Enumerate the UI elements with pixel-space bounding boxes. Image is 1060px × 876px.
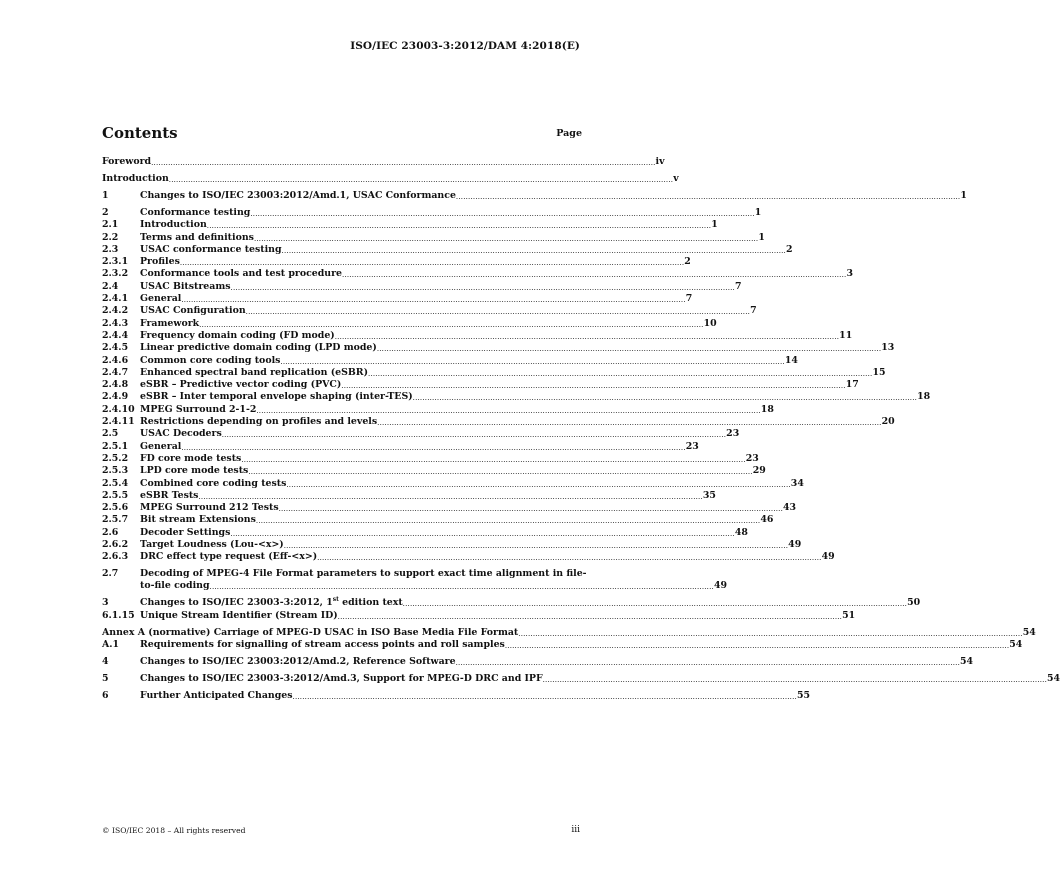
toc-entry-title: MPEG Surround 212 Tests [140, 502, 279, 514]
toc-entry-page: 2 [785, 243, 793, 255]
toc-entry-title-line2: to-file coding [140, 580, 210, 592]
toc-entry[interactable] [102, 305, 757, 317]
toc-entry-page: 23 [745, 452, 759, 464]
toc-entry[interactable] [102, 219, 718, 231]
toc-entry-page: 14 [784, 354, 798, 366]
toc-leader-dots [248, 467, 752, 477]
toc-entry-page: 1 [754, 206, 762, 218]
toc-entry-page: 54 [1047, 672, 1060, 684]
toc-entry-number: 2.2 [102, 231, 119, 243]
toc-leader-dots [151, 158, 655, 168]
toc-entry-title: Foreword [102, 156, 152, 168]
toc-leader-dots [341, 381, 845, 391]
toc-entry[interactable] [102, 268, 853, 280]
toc-leader-dots [241, 455, 745, 465]
toc-entry-title-superscript: st [332, 596, 339, 604]
toc-entry[interactable] [102, 551, 835, 563]
toc-entry[interactable] [102, 173, 679, 185]
toc-entry[interactable] [102, 538, 802, 551]
toc-entry[interactable] [102, 342, 895, 354]
toc-entry-page: 11 [839, 329, 853, 341]
toc-entry-page: 50 [907, 597, 921, 609]
toc-entry-page: 55 [796, 689, 810, 701]
toc-entry-page: 46 [760, 514, 774, 526]
toc-leader-dots [377, 418, 881, 428]
toc-entry[interactable] [102, 638, 1023, 651]
toc-entry-title: Requirements for signalling of stream access points and roll samples [140, 638, 505, 650]
toc-leader-dots [256, 516, 760, 526]
toc-entry-number: 1 [102, 190, 109, 202]
toc-entry-number: 2.4.4 [102, 329, 129, 341]
toc-entry-page: 10 [703, 317, 717, 329]
toc-entry-number: 2.4.2 [102, 305, 129, 317]
toc-entry[interactable] [102, 514, 774, 526]
toc-leader-dots [169, 175, 673, 185]
toc-entry-number: 2.4.1 [102, 293, 129, 305]
toc-entry-page: 54 [1009, 638, 1023, 650]
toc-leader-dots [317, 553, 821, 563]
toc-leader-dots [338, 612, 842, 622]
toc-entry[interactable] [102, 428, 740, 440]
toc-entry[interactable] [102, 502, 797, 514]
toc-entry-number: 2.5.1 [102, 440, 129, 452]
toc-entry-page: 54 [960, 655, 974, 667]
copyright-footer: © ISO/IEC 2018 – All rights reserved [102, 826, 246, 835]
toc-entry-page: 15 [872, 366, 886, 378]
toc-entry-page: 20 [881, 416, 895, 428]
toc-leader-dots [199, 320, 703, 330]
toc-entry-page: 18 [917, 391, 931, 403]
toc-entry-page: 54 [1022, 626, 1036, 638]
toc-leader-dots [413, 393, 917, 403]
toc-entry-number: 2.3.2 [102, 268, 129, 280]
toc-entry-page: 23 [726, 428, 740, 440]
toc-entry-page: 49 [821, 551, 835, 563]
toc-entry[interactable] [102, 626, 1036, 638]
toc-leader-dots [180, 258, 684, 268]
toc-entry[interactable] [102, 280, 742, 292]
toc-entry-title: LPD core mode tests [140, 465, 249, 477]
toc-entry-title: Annex A (normative) Carriage of MPEG-D USAC in ISO Base Media File Format [102, 626, 519, 638]
toc-entry-title: Combined core coding tests [140, 477, 287, 489]
toc-entry[interactable] [102, 190, 967, 202]
toc-entry-title-line1: Decoding of MPEG-4 File Format parameters to support exact time alignment in file- [140, 567, 587, 579]
toc-entry-number: 2.4.7 [102, 366, 129, 378]
toc-entry-number: 2.5.7 [102, 514, 129, 526]
toc-entry[interactable] [102, 609, 856, 621]
toc-leader-dots [342, 270, 846, 280]
toc-leader-dots [254, 234, 758, 244]
toc-leader-dots [377, 344, 881, 354]
toc-entry-page: 48 [734, 526, 748, 538]
toc-entry-page: v [673, 173, 679, 185]
toc-entry[interactable] [102, 354, 798, 366]
toc-entry-page: 1 [758, 231, 765, 243]
toc-entry[interactable] [102, 689, 810, 701]
toc-leader-dots [293, 692, 797, 702]
toc-entry-page: 49 [713, 580, 727, 592]
toc-leader-dots [368, 369, 872, 379]
document-id-header: ISO/IEC 23003-3:2012/DAM 4:2018(E) [350, 40, 580, 52]
toc-entry-title: USAC conformance testing [140, 243, 282, 255]
toc-entry[interactable] [102, 293, 693, 305]
toc-entry-page: 1 [711, 219, 718, 231]
toc-leader-dots [279, 504, 783, 514]
page-number: iii [571, 825, 580, 835]
toc-entry-page: 35 [702, 489, 716, 501]
toc-entry[interactable] [102, 256, 691, 268]
toc-entry[interactable] [102, 391, 931, 403]
toc-entry-page: 2 [684, 256, 691, 268]
toc-entry-number: A.1 [102, 638, 120, 650]
toc-entry-number: 2.5.6 [102, 502, 129, 514]
toc-entry-title: Bit stream Extensions [140, 514, 256, 526]
toc-entry-title: USAC Configuration [140, 305, 246, 317]
toc-entry-page: 18 [760, 403, 774, 415]
toc-leader-dots [543, 675, 1047, 685]
toc-entry-number: 2.4.11 [102, 416, 135, 428]
toc-entry-page: 7 [750, 305, 757, 317]
toc-entry-title: eSBR – Inter temporal envelope shaping (inter-TES) [140, 391, 413, 403]
toc-entry-number: 2.6.2 [102, 538, 129, 550]
toc-leader-dots [282, 246, 786, 256]
toc-entry-page: 1 [960, 190, 967, 202]
toc-entry-2-7[interactable] [102, 567, 727, 593]
toc-entry-page: 23 [685, 440, 699, 452]
toc-leader-dots [250, 209, 754, 219]
toc-entry[interactable] [102, 655, 974, 667]
toc-entry[interactable] [102, 672, 1060, 684]
toc-leader-dots [286, 480, 790, 490]
toc-entry-title: Introduction [102, 173, 169, 185]
toc-entry-page: 43 [783, 502, 797, 514]
toc-leader-dots [222, 430, 726, 440]
toc-entry[interactable] [102, 596, 921, 609]
toc-leader-dots [335, 332, 839, 342]
toc-leader-dots [505, 641, 1009, 651]
toc-entry-page: 17 [845, 379, 859, 391]
toc-entry-title: USAC Bitstreams [140, 280, 231, 292]
toc-entry-number: 2.5.3 [102, 465, 129, 477]
toc-entry-page: 3 [846, 268, 853, 280]
toc-entry-number: 2 [102, 206, 109, 218]
toc-entry-number: 2.4.10 [102, 403, 135, 415]
toc-entry-title: Changes to ISO/IEC 23003-3:2012/Amd.3, Support for MPEG-D DRC and IPF [140, 672, 543, 684]
toc-entry-number: 2.5.2 [102, 452, 129, 464]
table-of-contents [102, 156, 1060, 702]
toc-entry-title [140, 594, 403, 609]
toc-entry-page: iv [655, 156, 665, 168]
toc-entry-title: Common core coding tools [140, 354, 281, 366]
toc-entry-title: FD core mode tests [140, 452, 242, 464]
toc-entry[interactable] [102, 243, 793, 256]
toc-entry-number: 2.3.1 [102, 256, 129, 268]
toc-entry-number: 2.4.9 [102, 391, 129, 403]
toc-leader-dots [181, 443, 685, 453]
toc-entry[interactable] [102, 366, 886, 379]
toc-entry-title: Decoder Settings [140, 526, 231, 538]
toc-entry-title: Conformance testing [140, 206, 251, 218]
toc-leader-dots [210, 582, 714, 592]
toc-entry-number: 2.4.3 [102, 317, 129, 329]
toc-entry-page: 49 [788, 538, 802, 550]
toc-entry[interactable] [102, 231, 765, 243]
toc-entry-number: 2.5 [102, 428, 119, 440]
toc-entry-number: 2.4.8 [102, 379, 129, 391]
toc-entry-title: Framework [140, 317, 200, 329]
toc-entry-title: General [140, 440, 182, 452]
toc-entry[interactable] [102, 206, 762, 219]
toc-leader-dots [181, 295, 685, 305]
toc-leader-dots [231, 283, 735, 293]
toc-entry-number: 4 [102, 655, 109, 667]
toc-entry[interactable] [102, 440, 699, 452]
toc-entry-number: 2.5.5 [102, 489, 129, 501]
toc-entry-number: 2.3 [102, 243, 119, 255]
toc-leader-dots [280, 357, 784, 367]
toc-entry[interactable] [102, 489, 716, 502]
toc-entry-title-part: Changes to ISO/IEC 23003-3:2012, 1 [140, 597, 333, 609]
toc-entry-number: 2.5.4 [102, 477, 129, 489]
toc-entry-title: Restrictions depending on profiles and levels [140, 416, 378, 428]
toc-entry-number: 5 [102, 672, 109, 684]
toc-entry[interactable] [102, 465, 766, 477]
toc-entry-title: Changes to ISO/IEC 23003:2012/Amd.1, USAC Conformance [140, 190, 456, 202]
toc-entry-title: Unique Stream Identifier (Stream ID) [140, 609, 338, 621]
toc-leader-dots [230, 529, 734, 539]
toc-main-list [102, 156, 967, 563]
toc-entry-page: 29 [752, 465, 766, 477]
toc-after-list [102, 596, 1060, 701]
toc-entry-number: 3 [102, 597, 109, 609]
contents-title: Contents [102, 124, 178, 142]
toc-entry-title: Terms and definitions [140, 231, 254, 243]
toc-entry-title: eSBR Tests [140, 489, 199, 501]
toc-entry-number: 2.4 [102, 280, 119, 292]
toc-entry-title: DRC effect type request (Eff-<x>) [140, 551, 318, 563]
toc-entry[interactable] [102, 477, 804, 489]
toc-entry-page: 51 [842, 609, 856, 621]
toc-entry-title: Introduction [140, 219, 207, 231]
toc-entry-number: 2.4.6 [102, 354, 129, 366]
toc-leader-dots [246, 307, 750, 317]
toc-entry[interactable] [102, 403, 774, 415]
toc-leader-dots [207, 221, 711, 231]
toc-entry[interactable] [102, 526, 748, 538]
toc-entry[interactable] [102, 329, 853, 342]
toc-entry-title: General [140, 293, 182, 305]
toc-leader-dots [456, 192, 960, 202]
page-column-label: Page [556, 128, 582, 139]
toc-entry[interactable] [102, 416, 895, 428]
toc-entry-number: 6 [102, 689, 109, 701]
toc-entry-title: Profiles [140, 256, 180, 268]
toc-entry-number: 2.1 [102, 219, 119, 231]
toc-entry-page: 7 [685, 293, 693, 305]
toc-entry-page: 34 [790, 477, 804, 489]
toc-leader-dots [284, 541, 788, 551]
toc-leader-dots [256, 406, 760, 416]
toc-entry-number: 2.6.3 [102, 551, 129, 563]
toc-entry-title: Target Loudness (Lou-<x>) [140, 538, 284, 550]
toc-entry[interactable] [102, 156, 665, 168]
toc-entry-title: Further Anticipated Changes [140, 689, 293, 701]
toc-entry-number: 2.6 [102, 526, 119, 538]
toc-entry-number: 6.1.15 [102, 609, 135, 621]
toc-entry-title: Changes to ISO/IEC 23003:2012/Amd.2, Reference Software [140, 655, 456, 667]
toc-entry-title: MPEG Surround 2-1-2 [140, 403, 257, 415]
toc-entry[interactable] [102, 379, 859, 391]
toc-entry-page: 7 [734, 280, 742, 292]
toc-leader-dots [198, 492, 702, 502]
toc-entry-title: Conformance tools and test procedure [140, 268, 343, 280]
toc-entry[interactable] [102, 452, 759, 465]
toc-entry[interactable] [102, 317, 717, 329]
toc-entry-number: 2.4.5 [102, 342, 129, 354]
toc-leader-dots [456, 658, 960, 668]
toc-entry-number: 2.7 [102, 567, 119, 579]
toc-entry-title: eSBR – Predictive vector coding (PVC) [140, 379, 342, 391]
toc-entry-title-part: edition text [338, 597, 403, 609]
toc-entry-title: Linear predictive domain coding (LPD mode) [140, 342, 377, 354]
toc-entry-title: Enhanced spectral band replication (eSBR) [140, 366, 369, 378]
toc-entry-title: USAC Decoders [140, 428, 222, 440]
toc-entry-page: 13 [881, 342, 895, 354]
toc-entry-title: Frequency domain coding (FD mode) [140, 329, 335, 341]
toc-leader-dots [403, 599, 907, 609]
toc-leader-dots [518, 629, 1022, 639]
